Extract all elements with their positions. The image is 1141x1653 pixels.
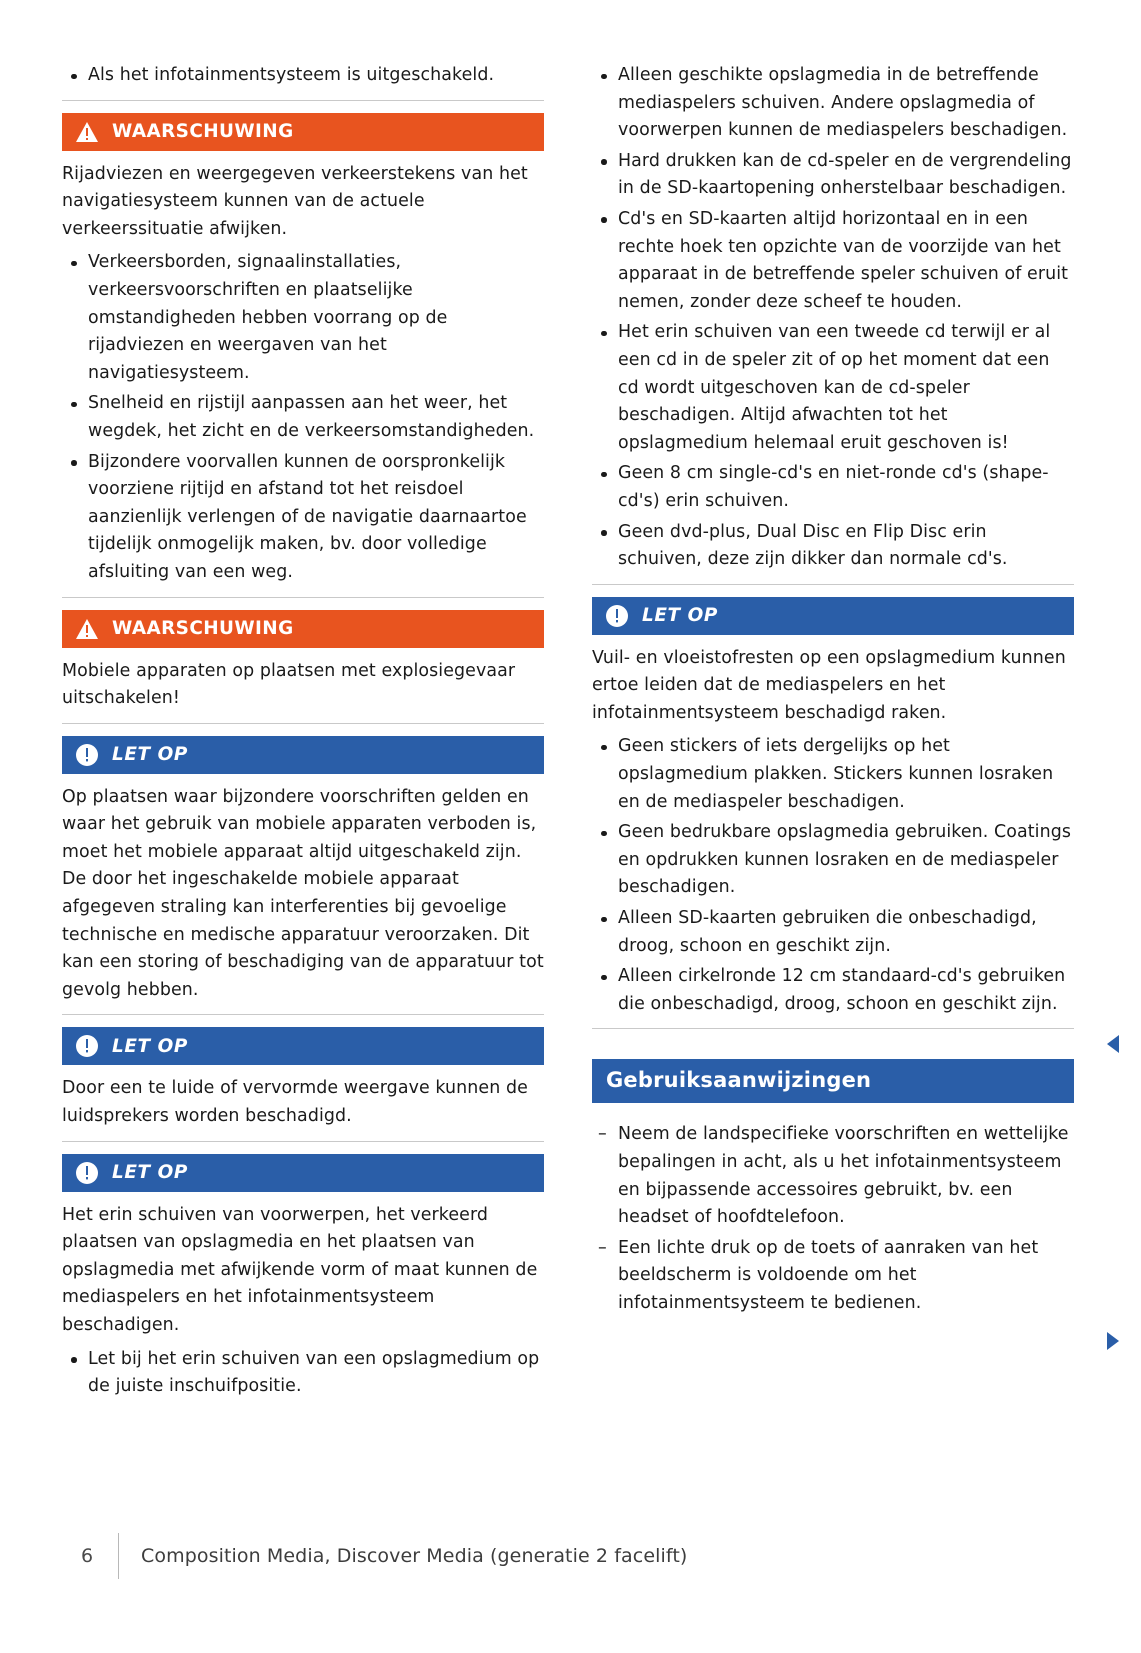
notice-bullets xyxy=(62,1346,544,1401)
divider xyxy=(592,584,1074,585)
exclamation-circle-icon xyxy=(604,603,630,629)
warning-paragraph: Mobiele apparaten op plaatsen met explosiegevaar uitschakelen! xyxy=(62,660,516,709)
page-columns xyxy=(62,62,1074,1407)
page-number: 6 xyxy=(80,1545,94,1567)
list-item: Geen dvd-plus, Dual Disc en Flip Disc erin schuiven, deze zijn dikker dan normale cd's. xyxy=(592,519,1074,574)
notice-banner xyxy=(62,1154,544,1192)
warning-bullets xyxy=(62,249,544,586)
warning-triangle-icon xyxy=(74,119,100,145)
list-item: Alleen geschikte opslagmedia in de betreffende mediaspelers schuiven. Andere opslagmedia of voorwerpen kunnen de mediaspelers beschadigen. xyxy=(592,62,1074,145)
section-heading: Gebruiksaanwijzingen xyxy=(592,1059,1074,1103)
list-item: Alleen SD-kaarten gebruiken die onbeschadigd, droog, schoon en geschikt zijn. xyxy=(592,905,1074,960)
exclamation-circle-icon xyxy=(74,1033,100,1059)
list-item: Hard drukken kan de cd-speler en de vergrendeling in de SD-kaartopening onherstelbaar beschadigen. xyxy=(592,148,1074,203)
page-footer xyxy=(62,1533,1074,1579)
notice-banner xyxy=(592,597,1074,635)
footer-divider xyxy=(118,1533,119,1579)
notice-label: LET OP xyxy=(112,1035,188,1057)
footer-title: Composition Media, Discover Media (generatie 2 facelift) xyxy=(141,1545,688,1567)
notice-bullets xyxy=(592,733,1074,1018)
list-item: – Een lichte druk op de toets of aanraken van het beeldscherm is voldoende om het infotainmentsysteem te bedienen. xyxy=(592,1235,1074,1318)
warning-triangle-icon xyxy=(74,616,100,642)
notice-paragraph: Vuil- en vloeistofresten op een opslagmedium kunnen ertoe leiden dat de mediaspelers en het infotainmentsysteem beschadigd raken. xyxy=(592,647,1066,723)
section-dash-list xyxy=(592,1121,1074,1317)
list-item: Bijzondere voorvallen kunnen de oorspronkelijk voorziene rijtijd en afstand tot het reisdoel aanzienlijk verlengen of de navigatie daarnaartoe tijdelijk onmogelijk maken, bv. door volledige afsluiting van een weg. xyxy=(62,449,544,587)
right-column xyxy=(592,62,1074,1407)
exclamation-circle-icon xyxy=(74,1160,100,1186)
list-item: Geen 8 cm single-cd's en niet-ronde cd's (shape-cd's) erin schuiven. xyxy=(592,460,1074,515)
warning-paragraph: Rijadviezen en weergegeven verkeerstekens van het navigatiesysteem kunnen van de actuele verkeerssituatie afwijken. xyxy=(62,163,528,239)
notice-label: LET OP xyxy=(112,1162,188,1184)
divider xyxy=(62,597,544,598)
notice-banner xyxy=(62,1027,544,1065)
divider xyxy=(62,1014,544,1015)
divider xyxy=(592,1028,1074,1029)
divider xyxy=(62,100,544,101)
notice-paragraph: Het erin schuiven van voorwerpen, het verkeerd plaatsen van opslagmedia en het plaatsen van opslagmedia met afwijkende vorm of maat kunnen de mediaspelers en het infotainmentsysteem beschadigen. xyxy=(62,1204,538,1335)
list-item: Alleen cirkelronde 12 cm standaard-cd's gebruiken die onbeschadigd, droog, schoon en geschikt zijn. xyxy=(592,963,1074,1018)
notice-label: LET OP xyxy=(642,605,718,627)
right-intro-bullets xyxy=(592,62,1074,574)
notice-banner xyxy=(62,736,544,774)
list-item: Verkeersborden, signaalinstallaties, verkeersvoorschriften en plaatselijke omstandigheden hebben voorrang op de rijadviezen en weergaven van het navigatiesysteem. xyxy=(62,249,544,387)
notice-paragraph: Op plaatsen waar bijzondere voorschriften gelden en waar het gebruik van mobiele apparaten verboden is, moet het mobiele apparaat altijd uitgeschakeld zijn. De door het ingeschakelde mobiele apparaat afgegeven straling kan interferenties bij gevoelige technische en medische apparatuur veroorzaken. Dit kan een storing of beschadiging van de apparatuur tot gevolg hebben. xyxy=(62,786,544,1000)
list-item: Snelheid en rijstijl aanpassen aan het weer, het wegdek, het zicht en de verkeersomstandigheden. xyxy=(62,390,544,445)
list-item: Cd's en SD-kaarten altijd horizontaal en in een rechte hoek ten opzichte van de voorzijde van het apparaat in de betreffende speler schuiven of eruit nemen, zonder deze scheef te houden. xyxy=(592,206,1074,316)
divider xyxy=(62,723,544,724)
warning-banner xyxy=(62,610,544,648)
left-column xyxy=(62,62,544,1407)
list-item: Geen stickers of iets dergelijks op het opslagmedium plakken. Stickers kunnen losraken en de mediaspeler beschadigen. xyxy=(592,733,1074,816)
list-item: Als het infotainmentsysteem is uitgeschakeld. xyxy=(62,62,544,90)
warning-label: WAARSCHUWING xyxy=(112,618,294,639)
divider xyxy=(62,1141,544,1142)
warning-banner xyxy=(62,113,544,151)
notice-paragraph: Door een te luide of vervormde weergave kunnen de luidsprekers worden beschadigd. xyxy=(62,1078,528,1127)
list-item: – Neem de landspecifieke voorschriften en wettelijke bepalingen in acht, als u het infotainmentsysteem en bijpassende accessoires gebruikt, bv. een headset of hoofdtelefoon. xyxy=(592,1121,1074,1231)
left-intro-bullets xyxy=(62,62,544,90)
list-item: Geen bedrukbare opslagmedia gebruiken. Coatings en opdrukken kunnen losraken en de mediaspeler beschadigen. xyxy=(592,819,1074,902)
warning-label: WAARSCHUWING xyxy=(112,121,294,143)
list-item: Let bij het erin schuiven van een opslagmedium op de juiste inschuifpositie. xyxy=(62,1346,544,1401)
list-item: Het erin schuiven van een tweede cd terwijl er al een cd in de speler zit of op het moment dat een cd wordt uitgeschoven kan de cd-speler beschadigen. Altijd afwachten tot het opslagmedium helemaal eruit geschoven is! xyxy=(592,319,1074,457)
next-page-arrow-icon[interactable] xyxy=(1107,1332,1119,1350)
previous-page-arrow-icon[interactable] xyxy=(1107,1035,1119,1053)
notice-label: LET OP xyxy=(112,744,188,766)
exclamation-circle-icon xyxy=(74,742,100,768)
